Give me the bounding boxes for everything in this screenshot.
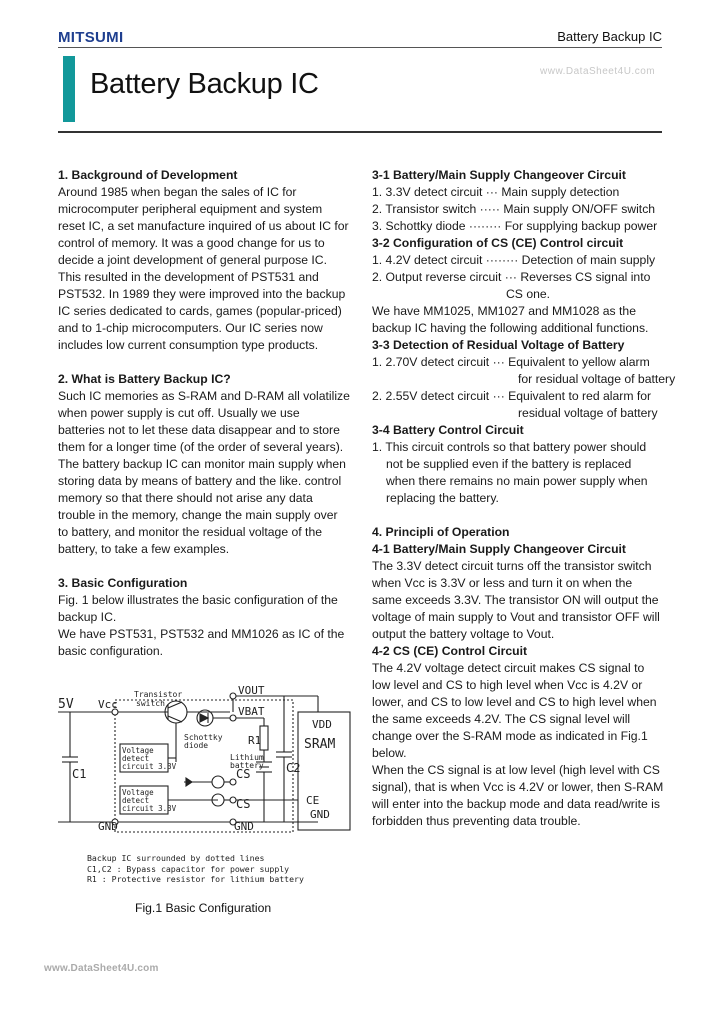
label-cs-out: CS xyxy=(236,767,251,781)
text-line: reset IC, a set manufacture inquired of us about IC for xyxy=(58,219,349,233)
text-line: output the battery voltage to Vout. xyxy=(372,627,555,641)
label-gnd-ic: GND xyxy=(234,820,254,833)
section-heading: 4-1 Battery/Main Supply Changeover Circuit xyxy=(372,542,626,556)
text-line: 1. 3.3V detect circuit ··· Main supply detection xyxy=(372,185,620,199)
brand-logo: MITSUMI xyxy=(58,29,124,46)
vbat-pin xyxy=(230,715,236,721)
circuit-svg xyxy=(58,682,358,857)
text-line: the same exceeds 4.2V. The CS signal level will xyxy=(372,712,631,726)
label-schottky: Schottky xyxy=(184,733,223,742)
text-line: 2. Transistor switch ····· Main supply ON/OFF switch xyxy=(372,202,656,216)
text-line: We have MM1025, MM1027 and MM1028 as the xyxy=(372,304,636,318)
text-line: when Vcc is 3.3V or less and turn it on when the xyxy=(372,576,633,590)
footer-url: www.DataSheet4U.com xyxy=(44,963,159,974)
section-heading: 1. Background of Development xyxy=(58,168,238,182)
text-line: Fig. 1 below illustrates the basic configuration of the xyxy=(58,593,338,607)
title-rule xyxy=(58,131,662,133)
text-line: forbidden thus preventing data trouble. xyxy=(372,814,581,828)
circuit-note: C1,C2 : Bypass capacitor for power supply xyxy=(87,863,290,874)
text-line: Around 1985 when began the sales of IC for xyxy=(58,185,297,199)
text-line: for residual voltage of battery xyxy=(518,372,676,386)
label-5v: 5V xyxy=(58,697,74,712)
figure-caption: Fig.1 Basic Configuration xyxy=(135,901,272,915)
text-line: 2. 2.55V detect circuit ··· Equivalent to red alarm for xyxy=(372,389,652,403)
text-line: and to 1-chip microcomputers. Our IC series now xyxy=(58,321,323,335)
page-title: Battery Backup IC xyxy=(90,68,319,100)
right-column xyxy=(372,167,676,830)
section-heading: 3-4 Battery Control Circuit xyxy=(372,423,524,437)
label-c2: C2 xyxy=(286,761,301,775)
text-line: lower, and CS to low level and CS to high level when xyxy=(372,695,657,709)
inverter-symbol-1 xyxy=(212,776,224,788)
text-line: storing data by means of battery and the like. control xyxy=(58,474,342,488)
label-vdd: VDD xyxy=(312,718,332,731)
text-line: them for a longer time (of the order of several years). xyxy=(58,440,344,454)
text-line: when there remains no main power supply when xyxy=(386,474,648,488)
text-line: When the CS signal is at low level (high level with CS xyxy=(372,763,660,777)
text-line: IC series dedicated to cards, games (popular-priced) xyxy=(58,304,342,318)
header-watermark: www.DataSheet4U.com xyxy=(540,66,656,77)
section-heading: 3-3 Detection of Residual Voltage of Battery xyxy=(372,338,625,352)
label-lithium: Lithium xyxy=(230,753,264,762)
paragraph-gap xyxy=(58,558,350,575)
text-line: This resulted in the development of PST531 and xyxy=(58,270,319,284)
text-line: trouble in the memory, change the main supply over xyxy=(58,508,338,522)
text-line: microcomputer peripheral equipment and system xyxy=(58,202,323,216)
label-diode: diode xyxy=(184,741,209,750)
text-line: 3. Schottky diode ········ For supplying backup power xyxy=(372,219,658,233)
text-line: backup IC having the following additional functions. xyxy=(372,321,649,335)
text-line: The 4.2V voltage detect circuit makes CS signal to xyxy=(372,661,645,675)
title-accent-bar xyxy=(63,56,75,122)
text-line: battery, to take a few examples. xyxy=(58,542,230,556)
label-switch: switch xyxy=(136,699,165,708)
header-rule xyxy=(58,47,662,48)
label-vd2-b: detect xyxy=(122,796,150,805)
label-vd1-c: circuit 3.3V xyxy=(122,762,177,771)
label-c1: C1 xyxy=(72,767,87,781)
label-vd2-c: circuit 3.3V xyxy=(122,804,177,813)
label-battery: battery xyxy=(230,761,264,770)
text-line: The battery backup IC can monitor main supply when xyxy=(58,457,346,471)
text-line: to battery, and monitor the residual voltage of the xyxy=(58,525,322,539)
section-heading: 3-2 Configuration of CS (CE) Control circuit xyxy=(372,236,624,250)
paragraph-gap xyxy=(58,354,350,371)
text-line: 1. 2.70V detect circuit ··· Equivalent to yellow alarm xyxy=(372,355,650,369)
section-heading: 3. Basic Configuration xyxy=(58,576,188,590)
text-line: not be supplied even if the battery is replaced xyxy=(386,457,632,471)
circuit-diagram xyxy=(58,682,358,882)
label-gnd-sram: GND xyxy=(310,808,330,821)
label-gnd-left: GND xyxy=(98,820,118,833)
text-line: PST532. In 1989 they were improved into the backup xyxy=(58,287,346,301)
label-vd2-a: Voltage xyxy=(122,788,154,797)
text-line: when power supply is cut off. Usually we use xyxy=(58,406,300,420)
text-line: signal), that is when Vcc is 4.2V or lower, then S-RAM xyxy=(372,780,664,794)
text-line: Such IC memories as S-RAM and D-RAM all volatilize xyxy=(58,389,350,403)
left-column xyxy=(58,167,350,660)
text-line: CS one. xyxy=(506,287,551,301)
label-cs-bar: CS xyxy=(236,797,251,811)
text-line: We have PST531, PST532 and MM1026 as IC of the xyxy=(58,627,345,641)
text-line: memory so that there should not arise any data xyxy=(58,491,313,505)
header-category: Battery Backup IC xyxy=(557,29,662,44)
vout-pin xyxy=(230,693,236,699)
label-vout: VOUT xyxy=(238,684,265,697)
label-vbat: VBAT xyxy=(238,705,265,718)
circuit-note: Backup IC surrounded by dotted lines xyxy=(87,853,265,863)
section-heading: 2. What is Battery Backup IC? xyxy=(58,372,231,386)
text-line: below. xyxy=(372,746,407,760)
text-line: control of memory. It was a good change for us to xyxy=(58,236,325,250)
label-vd1-b: detect xyxy=(122,754,150,763)
circuit-note: R1 : Protective resistor for lithium battery xyxy=(87,874,304,884)
text-line: replacing the battery. xyxy=(386,491,499,505)
text-line: 1. 4.2V detect circuit ········ Detection of main supply xyxy=(372,253,656,267)
text-line: 1. This circuit controls so that battery power should xyxy=(372,440,647,454)
text-line: The 3.3V detect circuit turns off the transistor switch xyxy=(372,559,652,573)
label-r1: R1 xyxy=(248,734,262,747)
label-vd1-a: Voltage xyxy=(122,746,154,755)
text-line: change over the S-RAM mode as indicated in Fig.1 xyxy=(372,729,648,743)
text-line: same exceeds 3.3V. The transistor ON will output the xyxy=(372,593,659,607)
text-line: decide a joint development of general purpose IC. xyxy=(58,253,327,267)
label-ce: CE xyxy=(306,794,320,807)
text-line: backup IC. xyxy=(58,610,117,624)
circuit-notes xyxy=(87,853,304,885)
section-heading: 3-1 Battery/Main Supply Changeover Circuit xyxy=(372,168,626,182)
paragraph-gap xyxy=(372,507,664,524)
section-heading: 4-2 CS (CE) Control Circuit xyxy=(372,644,528,658)
text-line: will enter into the backup mode and data read/write is xyxy=(372,797,660,811)
label-transistor: Transistor xyxy=(134,690,183,699)
text-line: low level and CS to high level when Vcc is 4.2V or xyxy=(372,678,643,692)
text-line: residual voltage of battery xyxy=(518,406,658,420)
label-vcc: Vcc xyxy=(98,698,118,711)
section-heading: 4. Principli of Operation xyxy=(372,525,510,539)
text-line: voltage of main supply to Vout and transistor OFF will xyxy=(372,610,660,624)
text-line: basic configuration. xyxy=(58,644,164,658)
text-line: 2. Output reverse circuit ··· Reverses CS signal into xyxy=(372,270,651,284)
text-line: batteries not to let these data disappear and to store xyxy=(58,423,340,437)
text-line: includes low current consumption type products. xyxy=(58,338,319,352)
label-sram: SRAM xyxy=(304,737,336,752)
